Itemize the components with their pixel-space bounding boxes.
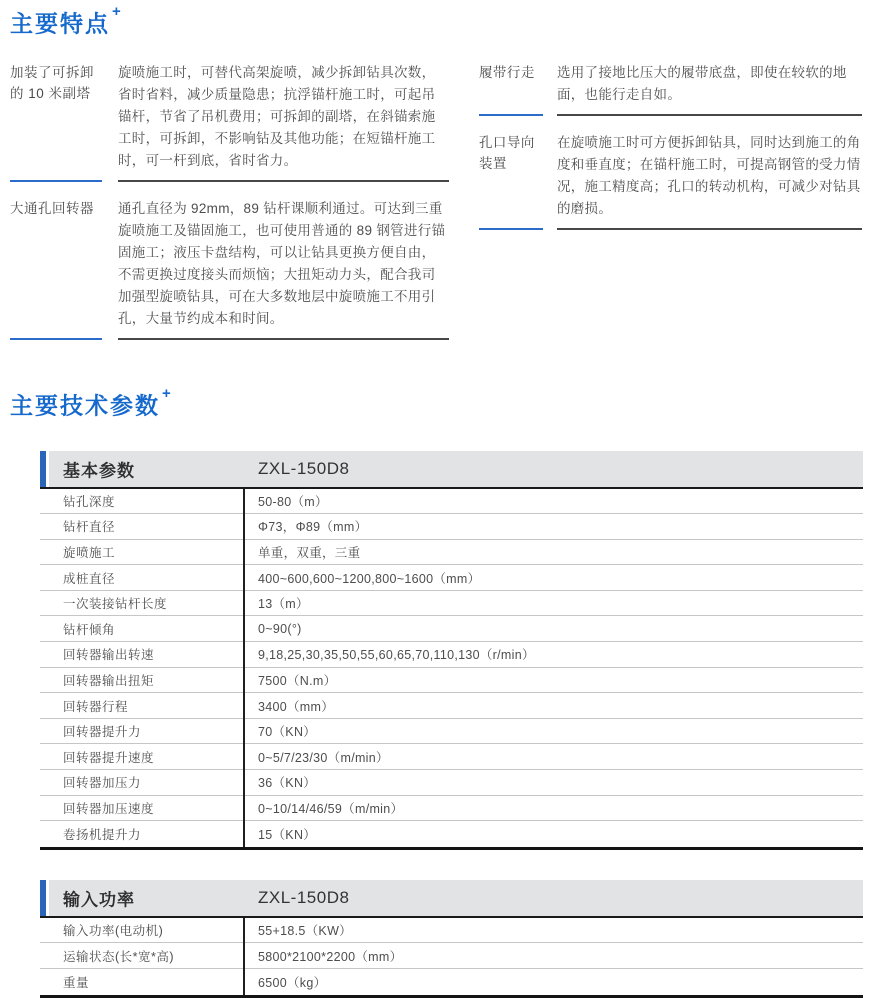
- feature-label: 履带行走: [479, 62, 543, 116]
- input-power-table: [40, 880, 863, 998]
- plus-mark: +: [112, 3, 121, 20]
- param-value: 400~600,600~1200,800~1600（mm）: [258, 571, 481, 586]
- param-value: 单重，双重，三重: [258, 545, 361, 560]
- features-left-column: [10, 62, 449, 356]
- features-heading-text: 主要特点: [10, 10, 110, 37]
- param-value: 70（KN）: [258, 725, 317, 740]
- param-name: 运输状态(长*宽*高): [63, 949, 175, 964]
- param-name: 旋喷施工: [63, 545, 116, 560]
- feature-item: [10, 198, 449, 340]
- column-divider: [243, 489, 245, 847]
- param-value: 5800*2100*2200（mm）: [258, 949, 403, 964]
- table-row: [40, 693, 863, 719]
- table-row: [40, 591, 863, 617]
- param-name: 钻杆直径: [63, 520, 116, 535]
- features-grid: [10, 62, 862, 356]
- feature-description: 旋喷施工时，可替代高架旋喷，减少拆卸钻具次数，省时省料，减少质量隐患；抗浮锚杆施工时，可起吊锚杆，节省了吊机费用；可拆卸的副塔，在斜锚索施工时，可拆卸，不影响钻及其他功能；在短锚杆施工时，可一杆到底，省时省力。: [118, 62, 449, 182]
- param-value: 0~90(°): [258, 621, 302, 636]
- param-name: 回转器加压力: [63, 776, 142, 791]
- features-right-column: [479, 62, 862, 356]
- feature-item: [479, 62, 862, 116]
- table-row: [40, 744, 863, 770]
- table-model: ZXL-150D8: [258, 887, 350, 907]
- param-value: 6500（kg）: [258, 975, 327, 990]
- param-name: 输入功率(电动机): [63, 924, 164, 939]
- table-row: [40, 616, 863, 642]
- table-row: [40, 796, 863, 822]
- input-power-table-body: [40, 918, 863, 998]
- feature-description: 选用了接地比压大的履带底盘，即使在较软的地面，也能行走自如。: [557, 62, 862, 116]
- blue-accent-bar: [40, 880, 49, 916]
- specs-heading-text: 主要技术参数: [10, 392, 160, 419]
- feature-label: 大通孔回转器: [10, 198, 102, 340]
- table-row: [40, 918, 863, 944]
- feature-item: [479, 132, 862, 230]
- table-row: [40, 668, 863, 694]
- param-value: 13（m）: [258, 597, 309, 612]
- table-title: 输入功率: [63, 890, 135, 910]
- table-row: [40, 565, 863, 591]
- table-row: [40, 969, 863, 995]
- feature-description: 通孔直径为 92mm，89 钻杆课顺利通过。可达到三重旋喷施工及锚固施工，也可使用普通的 89 钢管进行锚固施工；液压卡盘结构，可以让钻具更换方便自由，不需更换过度接头而烦恼；大扭矩动力头，配合我司加强型旋喷钻具，可在大多数地层中旋喷施工不用引孔，大量节约成本和时间。: [118, 198, 449, 340]
- table-row: [40, 540, 863, 566]
- table-row: [40, 821, 863, 847]
- table-row: [40, 770, 863, 796]
- table-row: [40, 514, 863, 540]
- param-name: 回转器行程: [63, 699, 129, 714]
- param-name: 钻杆倾角: [63, 622, 116, 637]
- param-value: 9,18,25,30,35,50,55,60,65,70,110,130（r/min）: [258, 648, 535, 663]
- param-value: 50-80（m）: [258, 494, 328, 509]
- param-value: 3400（mm）: [258, 699, 335, 714]
- param-name: 卷扬机提升力: [63, 828, 142, 843]
- table-title: 基本参数: [63, 461, 135, 480]
- param-value: 15（KN）: [258, 828, 317, 843]
- param-value: 7500（N.m）: [258, 673, 337, 688]
- param-value: Φ73，Φ89（mm）: [258, 520, 368, 535]
- specs-section: [10, 385, 862, 420]
- param-name: 回转器提升速度: [63, 750, 155, 765]
- param-name: 重量: [63, 975, 90, 990]
- feature-description: 在旋喷施工时可方便拆卸钻具，同时达到施工的角度和垂直度；在锚杆施工时，可提高钢管的受力情况，施工精度高；孔口的转动机构，可减少对钻具的磨损。: [557, 132, 862, 230]
- table-row: [40, 489, 863, 515]
- param-name: 钻孔深度: [63, 494, 116, 509]
- param-name: 回转器提升力: [63, 725, 142, 740]
- param-value: 36（KN）: [258, 776, 317, 791]
- param-name: 回转器输出扭矩: [63, 673, 155, 688]
- table-row: [40, 719, 863, 745]
- basic-params-table-header: [40, 451, 863, 489]
- param-name: 回转器加压速度: [63, 801, 155, 816]
- blue-accent-bar: [40, 451, 49, 487]
- column-divider: [243, 918, 245, 995]
- param-name: 一次装接钻杆长度: [63, 597, 168, 612]
- table-row: [40, 642, 863, 668]
- param-value: 55+18.5（KW）: [258, 924, 352, 939]
- table-model: ZXL-150D8: [258, 458, 350, 478]
- param-name: 回转器输出转速: [63, 648, 155, 663]
- feature-label: 加装了可拆卸的 10 米副塔: [10, 62, 102, 182]
- param-name: 成桩直径: [63, 571, 116, 586]
- param-value: 0~5/7/23/30（m/min）: [258, 750, 389, 765]
- input-power-table-header: [40, 880, 863, 918]
- specs-section-heading: [10, 385, 862, 420]
- features-section-heading: [10, 3, 862, 38]
- table-row: [40, 943, 863, 969]
- basic-params-table: [40, 451, 863, 850]
- feature-item: [10, 62, 449, 182]
- basic-params-table-body: [40, 489, 863, 850]
- feature-label: 孔口导向装置: [479, 132, 543, 230]
- param-value: 0~10/14/46/59（m/min）: [258, 801, 404, 816]
- plus-mark: +: [162, 385, 171, 403]
